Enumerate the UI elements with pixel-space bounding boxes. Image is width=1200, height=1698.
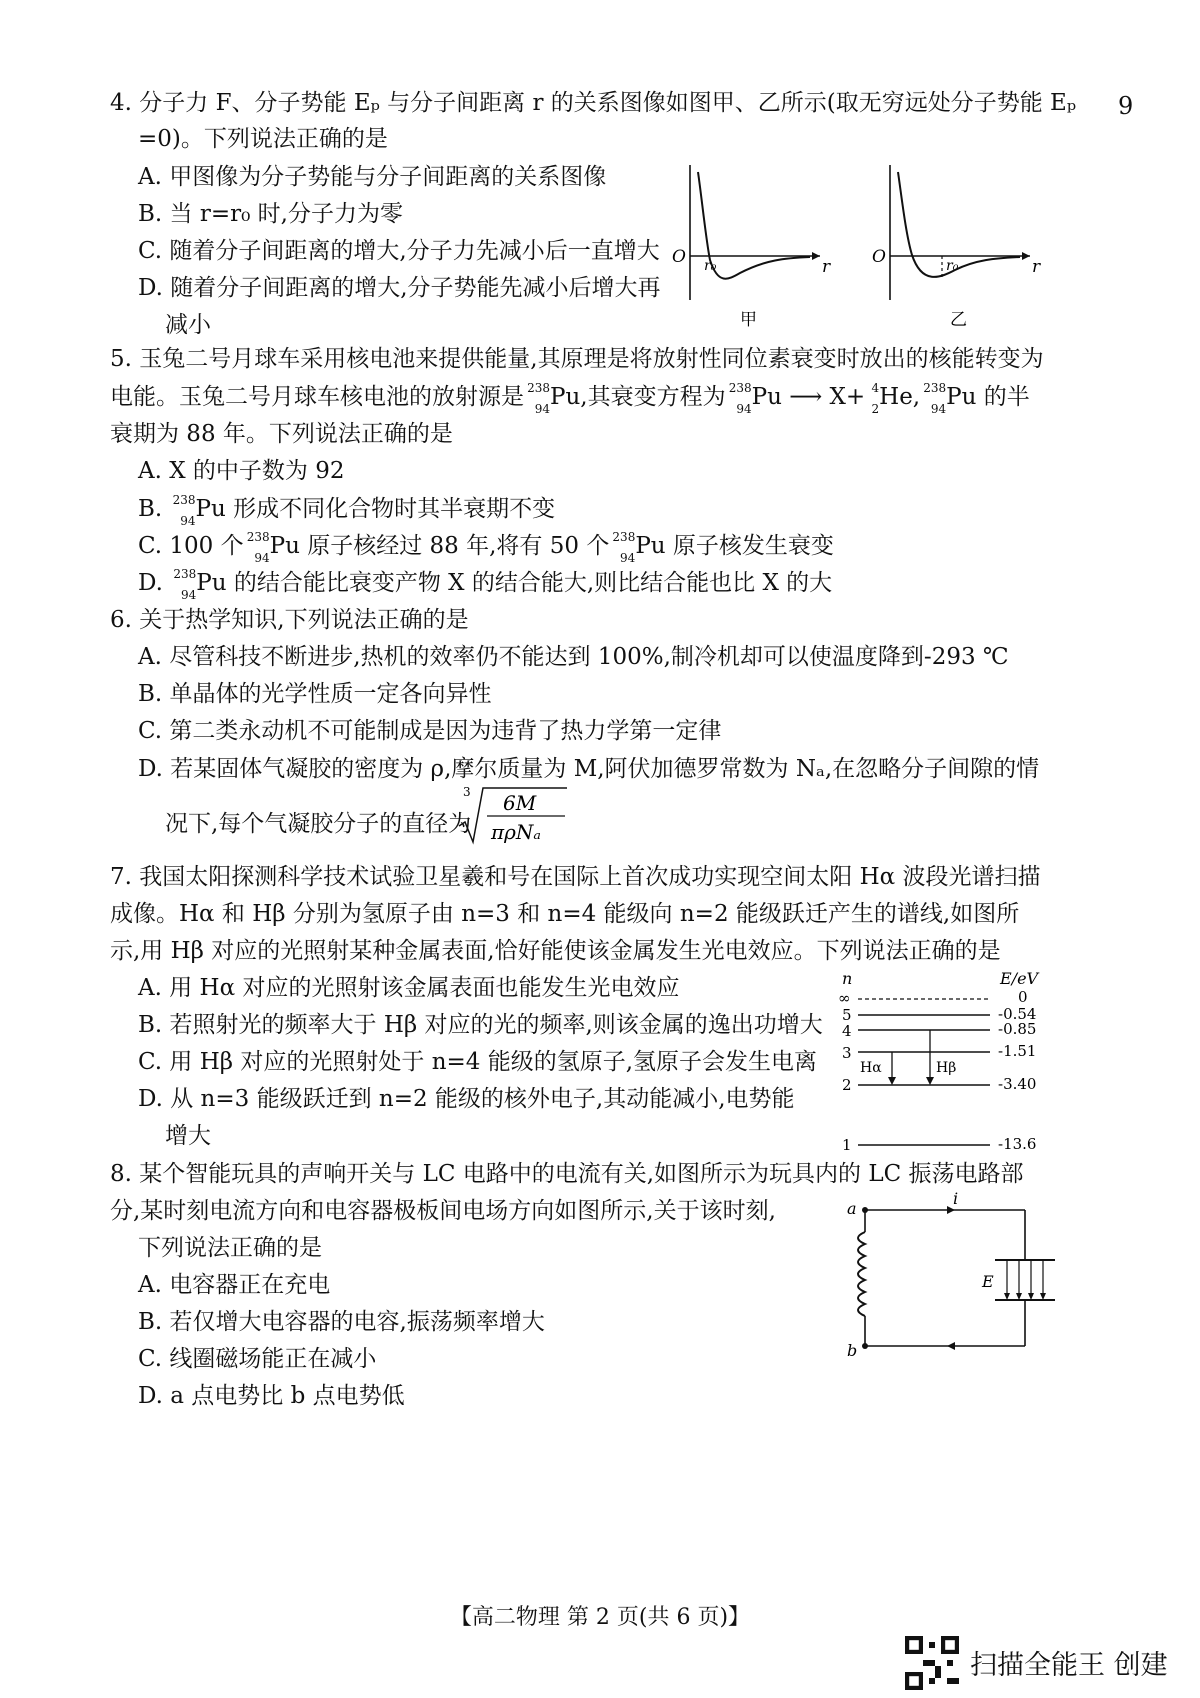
page-number: 9 [1118,92,1134,120]
h-beta-label: Hβ [936,1060,957,1076]
current-label: i [953,1190,959,1208]
q6-option-c: C. 第二类永动机不可能制成是因为违背了热力学第一定律 [138,718,722,744]
e-axis-label: E/eV [1000,969,1039,988]
figure-yi [870,160,1060,330]
q7-option-a: A. 用 Hα 对应的光照射该金属表面也能发生光电效应 [138,975,680,1001]
q8-option-c: C. 线圈磁场能正在减小 [138,1346,377,1372]
level-e-2: -3.40 [998,1075,1037,1093]
bottom-current-arrow [947,1342,955,1350]
pu-isotope: 238 94 [173,566,197,602]
level-n-5: 5 [842,1006,852,1024]
root-index: 3 [463,785,471,799]
q7-option-d-line2: 增大 [165,1123,211,1149]
q7-option-b: B. 若照射光的频率大于 Hβ 对应的光的频率,则该金属的逸出功增大 [138,1012,823,1038]
q6-stem: 6. 关于热学知识,下列说法正确的是 [110,607,469,633]
yi-curve [898,172,1020,277]
jia-r-label: r [822,257,831,277]
he-isotope: 4 2 [871,380,880,416]
qr-code-icon [905,1636,959,1690]
node-a [862,1207,868,1213]
q8-option-a: A. 电容器正在充电 [138,1272,331,1298]
energy-level-diagram [830,968,1058,1158]
h-alpha-arrowhead [888,1077,896,1085]
q5-line2-c: Pu ⟶ X+ [751,384,866,410]
q4-stem-line1: 4. 分子力 F、分子势能 Eₚ 与分子间距离 r 的关系图像如图甲、乙所示(取无穷远处分子势能 Eₚ [110,90,1077,116]
node-b [862,1343,868,1349]
q4-option-a: A. 甲图像为分子势能与分子间距离的关系图像 [138,164,607,190]
q7-line1: 7. 我国太阳探测科学技术试验卫星羲和号在国际上首次成功实现空间太阳 Hα 波段光谱扫描 [110,864,1041,890]
label-a: a [847,1199,857,1218]
level-n-3: 3 [842,1044,852,1062]
q7-option-c: C. 用 Hβ 对应的光照射处于 n=4 能级的氢原子,氢原子会发生电离 [138,1049,818,1075]
pu-isotope: 238 94 [246,529,270,565]
yi-x-arrow [1022,252,1030,260]
level-e-5: -0.54 [998,1005,1037,1023]
q6-option-a: A. 尽管科技不断进步,热机的效率仍不能达到 100%,制冷机却可以使温度降到-293 ℃ [138,644,1009,670]
q8-line2: 分,某时刻电流方向和电容器极板间电场方向如图所示,关于该时刻, [110,1198,776,1224]
q6-option-b: B. 单晶体的光学性质一定各向异性 [138,681,492,707]
jia-caption: 甲 [740,310,757,330]
label-b: b [847,1341,858,1360]
level-n-1: 1 [842,1136,852,1154]
q5-line1: 5. 玉兔二号月球车采用核电池来提供能量,其原理是将放射性同位素衰变时放出的核能转变为 [110,346,1044,372]
q5-line2 [110,378,1030,416]
lc-circuit [835,1190,1055,1365]
q8-option-d: D. a 点电势比 b 点电势低 [138,1383,405,1409]
level-e-3: -1.51 [998,1042,1037,1060]
figure-jia [670,160,850,330]
pu-isotope: 238 94 [172,492,196,528]
level-n-inf: ∞ [838,989,851,1007]
q5-line2-d: He, [879,384,921,410]
level-e-1: -13.6 [998,1135,1037,1153]
yi-o-label: O [872,247,886,267]
q6-option-d-line2: 况下,每个气凝胶分子的直径为 [165,811,472,837]
h-alpha-label: Hα [860,1060,882,1076]
q4-option-d-line2: 减小 [165,312,211,338]
q4-option-d-line1: D. 随着分子间距离的增大,分子势能先减小后增大再 [138,275,661,301]
pu-isotope: 238 94 [527,380,550,416]
pu-isotope: 238 94 [612,529,636,565]
q4-option-c: C. 随着分子间距离的增大,分子力先减小后一直增大 [138,238,660,264]
jia-x-arrow [812,252,820,260]
yi-caption: 乙 [950,310,967,330]
pu-isotope: 238 94 [728,380,752,416]
pu-isotope: 238 94 [923,380,947,416]
q8-line1: 8. 某个智能玩具的声响开关与 LC 电路中的电流有关,如图所示为玩具内的 LC 振荡电路部 [110,1161,1024,1187]
q5-option-d: D. 238 94 Pu 的结合能比衰变产物 X 的结合能大,则比结合能也比 X 的大 [138,566,833,602]
q5-option-b: B. 238 94 Pu 形成不同化合物时其半衰期不变 [138,492,556,528]
jia-o-label: O [672,247,686,267]
q5-line2-a: 电能。玉兔二号月球车核电池的放射源是 [110,384,524,410]
q5-option-a: A. X 的中子数为 92 [138,458,345,484]
q5-option-c: C. 100 个 238 94 Pu 原子核经过 88 年,将有 50 个 238 94 Pu 原子核发生衰变 [138,529,834,565]
q7-option-d-line1: D. 从 n=3 能级跃迁到 n=2 能级的核外电子,其动能减小,电势能 [138,1086,795,1112]
jia-r0-label: r₀ [704,258,717,274]
field-label: E [982,1272,994,1291]
page-footer: 【高二物理 第 2 页(共 6 页)】 [449,1605,751,1630]
n-axis-label: n [842,969,853,988]
q7-line3: 示,用 Hβ 对应的光照射某种金属表面,恰好能使该金属发生光电效应。下列说法正确的是 [110,938,1001,964]
yi-r-label: r [1032,257,1041,277]
q5-line2-e: Pu 的半 [946,384,1030,410]
h-beta-arrowhead [926,1077,934,1085]
q4-option-b: B. 当 r=r₀ 时,分子力为零 [138,201,403,227]
level-e-inf: 0 [1018,988,1028,1006]
level-n-2: 2 [842,1076,852,1094]
level-n-4: 4 [842,1022,852,1040]
q6-option-d-line1: D. 若某固体气凝胶的密度为 ρ,摩尔质量为 M,阿伏加德罗常数为 Nₐ,在忽略分子间隙的情 [138,756,1040,782]
q5-line3: 衰期为 88 年。下列说法正确的是 [110,421,453,447]
yi-r0-label: r₀ [946,258,959,274]
q8-option-b: B. 若仅增大电容器的电容,振荡频率增大 [138,1309,545,1335]
cube-root-formula [455,782,575,846]
root-numerator: 6M [503,791,537,815]
root-denominator: πρNₐ [491,820,541,844]
level-e-4: -0.85 [998,1020,1037,1038]
scanner-watermark: 扫描全能王 创建 [970,1650,1168,1681]
q5-line2-b: Pu,其衰变方程为 [550,384,726,410]
q7-line2: 成像。Hα 和 Hβ 分别为氢原子由 n=3 和 n=4 能级向 n=2 能级跃迁产生的谱线,如图所 [110,901,1020,927]
q4-stem-line2: =0)。下列说法正确的是 [138,126,388,152]
inductor-coil [858,1232,865,1316]
q8-line3: 下列说法正确的是 [138,1235,322,1261]
